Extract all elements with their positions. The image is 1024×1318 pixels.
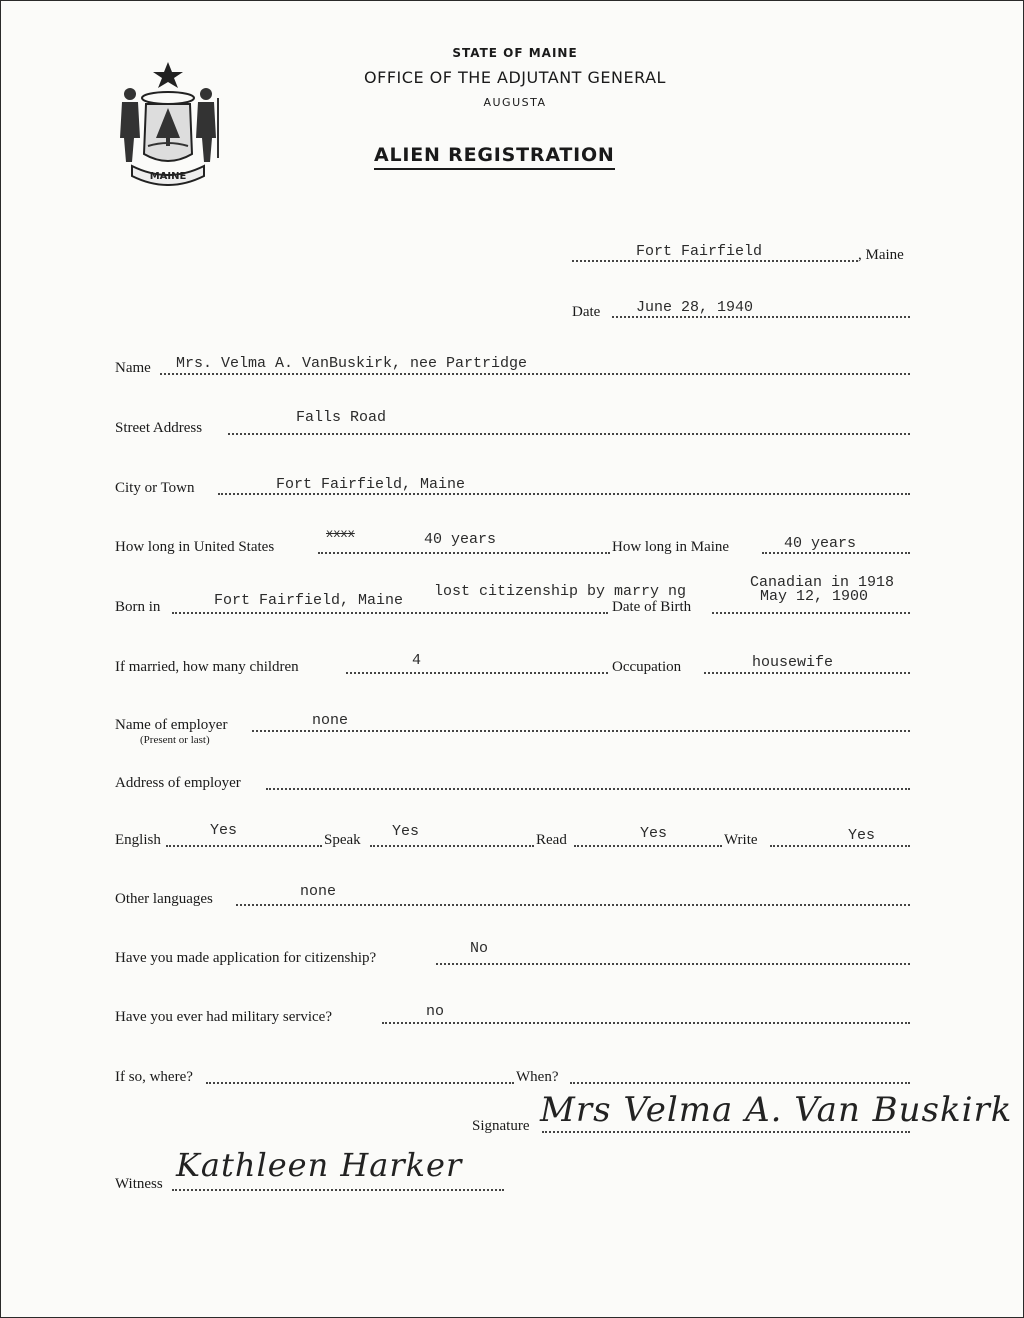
citizenship-application-label: Have you made application for citizenship? <box>115 950 377 966</box>
read-label: Read <box>536 832 567 848</box>
children-label: If married, how many children <box>115 659 299 675</box>
occupation-value: housewife <box>752 654 834 671</box>
where-line <box>206 1082 514 1084</box>
header-state: STATE OF MAINE <box>452 46 578 60</box>
form-title: ALIEN REGISTRATION <box>374 144 615 170</box>
date-value: June 28, 1940 <box>636 299 754 316</box>
when-line <box>570 1082 910 1084</box>
when-label: When? <box>516 1069 559 1085</box>
name-line <box>160 373 910 375</box>
military-service-label: Have you ever had military service? <box>115 1009 332 1025</box>
witness-value: Kathleen Harker <box>176 1146 463 1184</box>
how-long-maine-value: 40 years <box>784 535 857 552</box>
employer-sublabel: (Present or last) <box>140 734 210 746</box>
employer-label: Name of employer <box>115 717 228 733</box>
signature-label: Signature <box>472 1118 530 1134</box>
header-office: OFFICE OF THE ADJUTANT GENERAL <box>364 68 666 87</box>
english-value: Yes <box>210 822 238 839</box>
occupation-label: Occupation <box>612 659 682 675</box>
speak-value: Yes <box>392 823 420 840</box>
signature-line <box>542 1131 910 1133</box>
read-value: Yes <box>640 825 668 842</box>
english-label: English <box>115 832 161 848</box>
write-line <box>770 845 910 847</box>
citizenship-note-line1: lost citizenship by marry ng <box>434 583 687 600</box>
citizenship-application-value: No <box>470 940 489 957</box>
employer-line <box>252 730 910 732</box>
employer-value: none <box>312 712 349 729</box>
date-of-birth-label: Date of Birth <box>612 599 692 615</box>
witness-label: Witness <box>115 1176 163 1192</box>
other-languages-value: none <box>300 883 337 900</box>
employer-address-label: Address of employer <box>115 775 241 791</box>
how-long-maine-label: How long in Maine <box>612 539 730 555</box>
children-line <box>346 672 608 674</box>
signature-value: Mrs Velma A. Van Buskirk <box>540 1090 1013 1130</box>
maine-state-seal-icon <box>112 58 224 186</box>
name-label: Name <box>115 360 151 376</box>
military-service-value: no <box>426 1003 445 1020</box>
citizenship-note-line2: Canadian in 1918 <box>750 574 895 591</box>
place-line <box>572 260 858 262</box>
other-languages-label: Other languages <box>115 891 213 907</box>
header-city: AUGUSTA <box>483 96 547 109</box>
seal-text: MAINE <box>149 171 187 182</box>
street-address-line <box>228 433 910 435</box>
children-value: 4 <box>412 652 422 669</box>
date-line <box>612 316 910 318</box>
how-long-us-line <box>318 552 610 554</box>
city-label: City or Town <box>115 480 195 496</box>
read-line <box>574 845 722 847</box>
write-value: Yes <box>848 827 876 844</box>
how-long-us-value: 40 years <box>424 531 497 548</box>
date-of-birth-value: May 12, 1900 <box>760 588 869 605</box>
how-long-maine-line <box>762 552 910 554</box>
born-in-value: Fort Fairfield, Maine <box>214 592 404 609</box>
english-line <box>166 845 322 847</box>
employer-address-line <box>266 788 910 790</box>
place-suffix: , Maine <box>858 247 904 263</box>
citizenship-application-line <box>436 963 910 965</box>
date-label: Date <box>572 304 601 320</box>
street-address-value: Falls Road <box>296 409 387 426</box>
how-long-us-struck: xxxx <box>326 527 355 541</box>
occupation-line <box>704 672 910 674</box>
how-long-us-label: How long in United States <box>115 539 275 555</box>
name-value: Mrs. Velma A. VanBuskirk, nee Partridge <box>176 355 528 372</box>
speak-line <box>370 845 534 847</box>
where-label: If so, where? <box>115 1069 193 1085</box>
city-line <box>218 493 910 495</box>
street-address-label: Street Address <box>115 420 203 436</box>
witness-line <box>172 1189 504 1191</box>
write-label: Write <box>724 832 758 848</box>
born-in-label: Born in <box>115 599 161 615</box>
place-value: Fort Fairfield <box>636 243 763 260</box>
city-value: Fort Fairfield, Maine <box>276 476 466 493</box>
speak-label: Speak <box>324 832 361 848</box>
born-in-line <box>172 612 608 614</box>
date-of-birth-line <box>712 612 910 614</box>
military-service-line <box>382 1022 910 1024</box>
other-languages-line <box>236 904 910 906</box>
